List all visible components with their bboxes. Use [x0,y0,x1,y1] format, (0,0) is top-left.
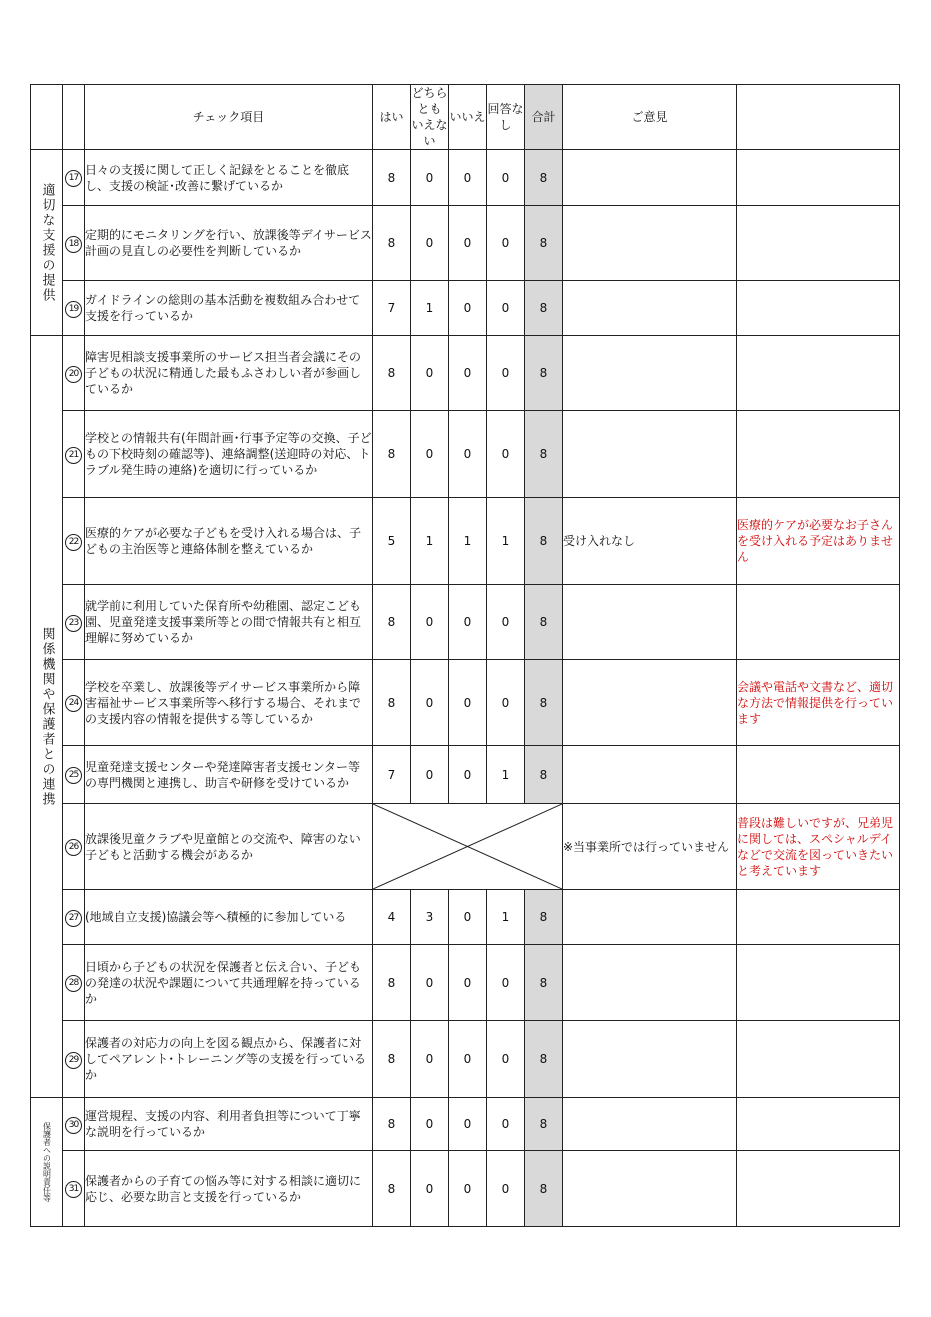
header-opinion: ご意見 [563,85,737,150]
guardian-opinion [563,890,737,945]
evaluation-table [30,84,900,1227]
count-total: 8 [525,1151,563,1227]
table-row [31,890,900,945]
header-no-answer: 回答なし [487,85,525,150]
facility-response [737,1021,900,1098]
item-number-cell [63,1098,85,1151]
count-no-answer: 1 [487,890,525,945]
count-total: 8 [525,945,563,1021]
guardian-opinion [563,206,737,281]
table-row [31,1151,900,1227]
item-number-cell [63,411,85,498]
count-no: 0 [449,411,487,498]
facility-response [737,945,900,1021]
count-no-answer: 0 [487,336,525,411]
table-row [31,498,900,585]
table-body [31,85,900,1227]
facility-response [737,150,900,206]
header-no: いいえ [449,85,487,150]
item-number: 26 [65,839,82,856]
count-total: 8 [525,498,563,585]
guardian-opinion [563,336,737,411]
count-no: 0 [449,585,487,660]
count-no-answer: 0 [487,1098,525,1151]
item-number-cell [63,660,85,746]
count-no-answer: 0 [487,945,525,1021]
table-row [31,660,900,746]
check-item-text: 児童発達支援センターや発達障害者支援センター等の専門機関と連携し、助言や研修を受けているか [85,746,373,804]
count-neither: 0 [411,585,449,660]
item-number: 31 [65,1181,82,1198]
count-yes: 8 [373,1021,411,1098]
count-neither: 0 [411,336,449,411]
check-item-text: 医療的ケアが必要な子どもを受け入れる場合は、子どもの主治医等と連絡体制を整えているか [85,498,373,585]
count-total: 8 [525,150,563,206]
count-yes: 5 [373,498,411,585]
count-no-answer: 0 [487,150,525,206]
count-total: 8 [525,1098,563,1151]
count-no-answer: 0 [487,206,525,281]
count-no-answer: 0 [487,281,525,336]
count-no-answer: 1 [487,498,525,585]
facility-response [737,890,900,945]
count-yes: 8 [373,336,411,411]
count-no: 0 [449,890,487,945]
count-total: 8 [525,660,563,746]
facility-response [737,411,900,498]
header-row [31,85,900,150]
guardian-opinion [563,1098,737,1151]
item-number: 19 [65,301,82,318]
check-item-text: 保護者の対応力の向上を図る観点から、保護者に対してペアレント･トレーニング等の支援を行っているか [85,1021,373,1098]
check-item-text: 日頃から子どもの状況を保護者と伝え合い、子どもの発達の状況や課題について共通理解を持っているか [85,945,373,1021]
table-row [31,945,900,1021]
count-no: 0 [449,1098,487,1151]
check-item-text: (地域自立支援)協議会等へ積極的に参加している [85,890,373,945]
item-number: 25 [65,767,82,784]
count-neither: 0 [411,1098,449,1151]
count-total: 8 [525,1021,563,1098]
item-number-cell [63,585,85,660]
count-neither: 0 [411,206,449,281]
item-number-cell [63,1151,85,1227]
table-row [31,585,900,660]
item-number: 29 [65,1052,82,1069]
facility-response [737,746,900,804]
check-item-text: 日々の支援に関して正しく記録をとることを徹底し、支援の検証･改善に繋げているか [85,150,373,206]
check-item-text: 障害児相談支援事業所のサービス担当者会議にその子どもの状況に精通した最もふさわしい者が参画しているか [85,336,373,411]
count-total: 8 [525,746,563,804]
count-neither: 0 [411,945,449,1021]
count-total: 8 [525,890,563,945]
count-neither: 0 [411,746,449,804]
count-no-answer: 0 [487,1151,525,1227]
category-accountability [31,1098,63,1227]
count-no-answer: 0 [487,660,525,746]
count-neither: 0 [411,1151,449,1227]
count-no: 0 [449,150,487,206]
count-total: 8 [525,336,563,411]
check-item-text: 学校との情報共有(年間計画･行事予定等の交換、子どもの下校時刻の確認等)、連絡調整(送迎時の対応、トラブル発生時の連絡)を適切に行っているか [85,411,373,498]
count-no: 0 [449,336,487,411]
count-no-answer: 1 [487,746,525,804]
table-row [31,1021,900,1098]
check-item-text: 保護者からの子育ての悩み等に対する相談に適切に応じ、必要な助言と支援を行っているか [85,1151,373,1227]
item-number: 20 [65,366,82,383]
facility-response [737,281,900,336]
guardian-opinion [563,1151,737,1227]
guardian-opinion [563,660,737,746]
count-yes: 8 [373,660,411,746]
item-number: 22 [65,534,82,551]
count-neither: 1 [411,281,449,336]
item-number-cell [63,1021,85,1098]
check-item-text: 放課後児童クラブや児童館との交流や、障害のない子どもと活動する機会があるか [85,804,373,890]
facility-response [737,585,900,660]
header-neither: どちらとも いえない [411,86,448,148]
count-yes: 8 [373,1151,411,1227]
count-no: 0 [449,945,487,1021]
count-neither: 3 [411,890,449,945]
count-neither: 0 [411,1021,449,1098]
category-cooperation [31,336,63,1098]
item-number-cell [63,804,85,890]
count-no: 0 [449,660,487,746]
check-item-text: 就学前に利用していた保育所や幼稚園、認定こども園、児童発達支援事業所等との間で情報共有と相互理解に努めているか [85,585,373,660]
count-total: 8 [525,411,563,498]
count-neither: 0 [411,411,449,498]
count-neither: 0 [411,660,449,746]
count-no: 0 [449,206,487,281]
header-total: 合計 [525,85,563,150]
count-yes: 8 [373,150,411,206]
item-number: 17 [65,170,82,187]
facility-response: 会議や電話や文書など、適切な方法で情報提供を行っています [737,660,900,746]
facility-response: 医療的ケアが必要なお子さんを受け入れる予定はありません [737,498,900,585]
header-blank-2 [63,85,85,150]
item-number: 28 [65,975,82,992]
item-number: 27 [65,910,82,927]
table-row [31,746,900,804]
count-total: 8 [525,206,563,281]
table-row [31,804,900,890]
guardian-opinion: ※当事業所では行っていません [563,804,737,890]
count-total: 8 [525,585,563,660]
cross-mark-icon [373,804,562,889]
category-label: 関係機関や保護者との連携 [39,626,55,807]
header-blank-1 [31,85,63,150]
table-row [31,281,900,336]
check-item-text: 学校を卒業し、放課後等デイサービス事業所から障害福祉サービス事業所等へ移行する場合、それまでの支援内容の情報を提供する等しているか [85,660,373,746]
guardian-opinion [563,585,737,660]
count-neither: 0 [411,150,449,206]
count-no: 1 [449,498,487,585]
item-number: 24 [65,695,82,712]
header-check-items: チェック項目 [85,85,373,150]
category-label: 保護者への説明責任等 [42,1122,52,1202]
facility-response [737,1151,900,1227]
count-neither: 1 [411,498,449,585]
count-yes: 8 [373,585,411,660]
check-item-text: ガイドラインの総則の基本活動を複数組み合わせて支援を行っているか [85,281,373,336]
count-yes: 4 [373,890,411,945]
count-no: 0 [449,1151,487,1227]
check-item-text: 運営規程、支援の内容、利用者負担等について丁寧な説明を行っているか [85,1098,373,1151]
table-row [31,206,900,281]
count-yes: 8 [373,206,411,281]
guardian-opinion [563,281,737,336]
table-row [31,336,900,411]
count-yes: 7 [373,746,411,804]
count-no-answer: 0 [487,411,525,498]
facility-response: 普段は難しいですが、兄弟児に関しては、スペシャルデイなどで交流を図っていきたいと考えています [737,804,900,890]
count-no: 0 [449,281,487,336]
item-number: 23 [65,615,82,632]
header-yes: はい [373,85,411,150]
category-label: 適切な支援の提供 [39,182,55,303]
item-number: 21 [65,447,82,464]
facility-response [737,1098,900,1151]
item-number-cell [63,498,85,585]
category-support [31,150,63,336]
count-no: 0 [449,1021,487,1098]
guardian-opinion [563,150,737,206]
count-no: 0 [449,746,487,804]
item-number-cell [63,746,85,804]
header-blank-3 [737,85,900,150]
count-yes: 7 [373,281,411,336]
count-no-answer: 0 [487,585,525,660]
count-yes: 8 [373,411,411,498]
count-yes: 8 [373,1098,411,1151]
facility-response [737,206,900,281]
item-number-cell [63,945,85,1021]
guardian-opinion: 受け入れなし [563,498,737,585]
guardian-opinion [563,945,737,1021]
item-number-cell [63,281,85,336]
guardian-opinion [563,411,737,498]
item-number: 18 [65,236,82,253]
not-applicable-cell [373,804,563,890]
item-number-cell [63,206,85,281]
facility-response [737,336,900,411]
count-total: 8 [525,281,563,336]
table-row [31,150,900,206]
guardian-opinion [563,1021,737,1098]
guardian-opinion [563,746,737,804]
item-number-cell [63,890,85,945]
item-number-cell [63,150,85,206]
table-row [31,411,900,498]
table-row [31,1098,900,1151]
check-item-text: 定期的にモニタリングを行い、放課後等デイサービス計画の見直しの必要性を判断しているか [85,206,373,281]
count-yes: 8 [373,945,411,1021]
item-number: 30 [65,1117,82,1134]
item-number-cell [63,336,85,411]
count-no-answer: 0 [487,1021,525,1098]
